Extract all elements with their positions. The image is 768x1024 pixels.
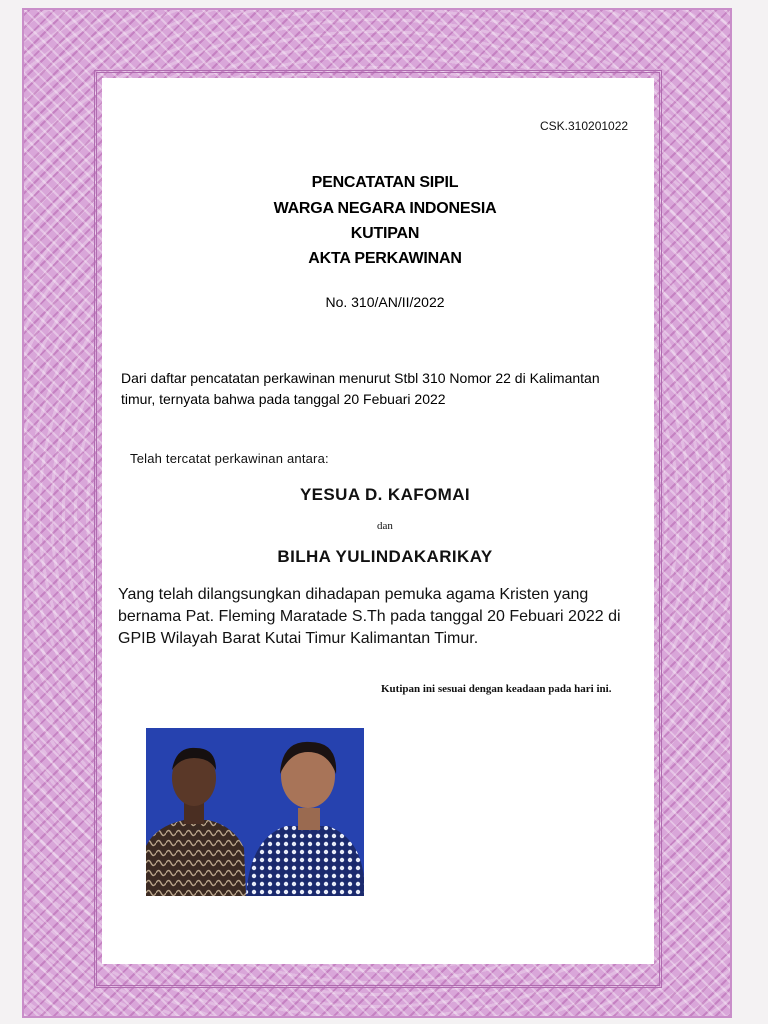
couple-photo: [146, 728, 364, 896]
certificate-number: No. 310/AN/II/2022: [325, 294, 445, 310]
connector-text: dan: [377, 520, 393, 532]
ceremony-line-1: Yang telah dilangsungkan dihadapan pemuka agama Kristen yang: [118, 586, 589, 603]
heading-line-1: PENCATATAN SIPIL: [311, 174, 459, 191]
ceremony-line-3: GPIB Wilayah Barat Kutai Timur Kalimantan Timur.: [118, 630, 479, 647]
recorded-label: Telah tercatat perkawinan antara:: [130, 451, 329, 466]
heading-line-3: KUTIPAN: [350, 225, 420, 242]
intro-line-2: timur, ternyata bahwa pada tanggal 20 Febuari 2022: [121, 391, 446, 407]
ceremony-paragraph: [118, 584, 653, 650]
groom-name: YESUA D. KAFOMAI: [299, 485, 471, 504]
certificate-code: CSK.310201022: [540, 119, 629, 133]
heading-line-4: AKTA PERKAWINAN: [308, 250, 462, 267]
intro-paragraph: [121, 368, 651, 410]
heading-line-2: WARGA NEGARA INDONESIA: [273, 200, 497, 217]
bride-name: BILHA YULINDAKARIKAY: [277, 547, 493, 566]
ceremony-line-2: bernama Pat. Fleming Maratade S.Th pada tanggal 20 Febuari 2022 di: [118, 608, 621, 625]
closing-note: Kutipan ini sesuai dengan keadaan pada hari ini.: [381, 683, 612, 695]
intro-line-1: Dari daftar pencatatan perkawinan menurut Stbl 310 Nomor 22 di Kalimantan: [121, 370, 600, 386]
couple-photo-illustration: [146, 728, 364, 896]
